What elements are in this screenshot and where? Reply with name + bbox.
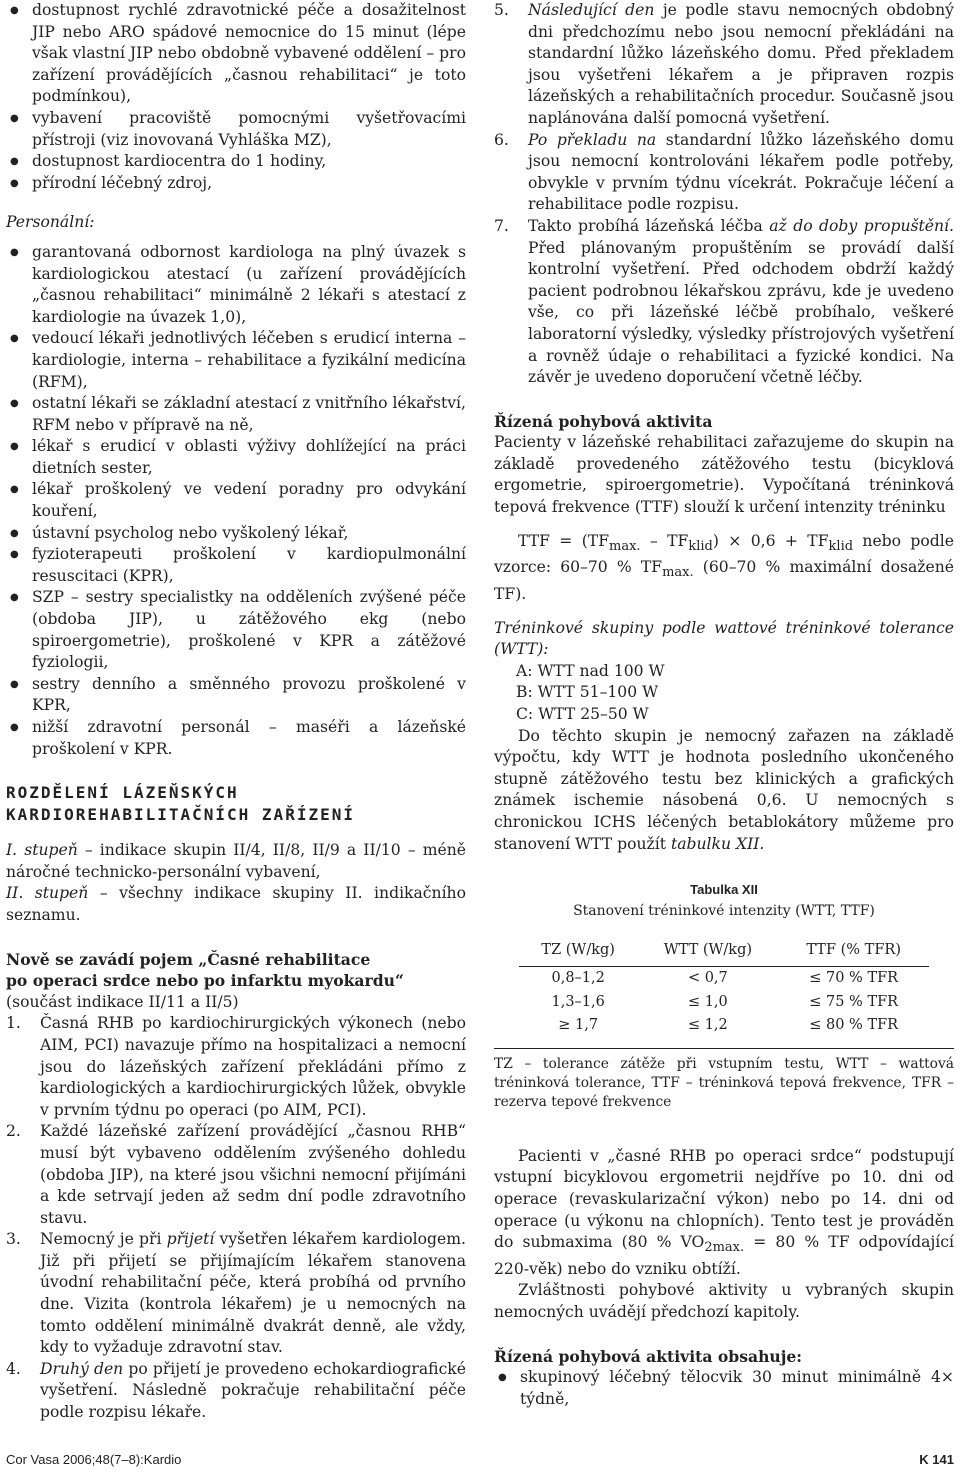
list-item <box>494 216 954 389</box>
item-text: standardní lůžko lázeňského domu jsou nemocní kontrolováni lékařem podle potřeby, obvykle v prvním týdnu vícekrát. Pokračuje léčení a rehabilitace podle rozpisu. <box>528 130 954 214</box>
list-item: ● nižší zdravotní personál – maséři a lázeňské proškolení v KPR. <box>6 717 466 760</box>
item-number: 2. <box>6 1122 21 1141</box>
item-number: 7. <box>494 216 509 235</box>
paragraph-text: Pacienti v „časné RHB po operaci srdce“ podstupují vstupní bicyklovou ergometrii nejdříve po 10. dni od operace (revaskularizační výkon) nebo po 14. dni od operace (u výkonu na chlopních). Tento test je prováděn do submaxima (80 % VO <box>494 1146 954 1252</box>
nove-heading <box>6 949 466 1014</box>
nove-heading-line-1: Nově se zavádí pojem „Časné rehabilitace <box>6 949 371 969</box>
list-item <box>494 130 954 216</box>
formula-sub: max. <box>662 565 694 581</box>
list-item: ● SZP – sestry specialistky na odděleních zvýšené péče (obdoba JIP), u zátěžového ekg (nebo spiroergometrie), proškolené v KPR a zátěžové fyziologii, <box>6 587 466 673</box>
groups-list <box>494 661 954 726</box>
item-number: 5. <box>494 1 509 19</box>
left-column <box>6 0 466 1424</box>
list-item: ● sestry denního a směnného provozu proškolené v KPR, <box>6 674 466 717</box>
journal-citation: Cor Vasa 2006;48(7–8):Kardio <box>6 1452 182 1467</box>
formula-text: – TF <box>640 531 689 550</box>
table-cell: 1,3–1,6 <box>551 993 605 1010</box>
paragraph-text: Do těchto skupin je nemocný zařazen na základě výpočtu, kdy WTT je hodnota posledního ukončeného stupně zátěžového testu bez klinických a grafických známek ischemie násobená 0,6. U nemocných s chronickou ICHS léčených betablokátory můžeme pro stanovení WTT použít <box>494 726 954 853</box>
stupen2-label: II. stupeň <box>6 884 89 903</box>
formula-text: nebo podle vzorce: 60–70 % TF <box>494 531 954 577</box>
training-intensity-table <box>519 936 929 1037</box>
personal-heading: Personální: <box>6 213 95 232</box>
item-text: Nemocný je při <box>40 1230 167 1249</box>
table-row <box>519 991 929 1015</box>
item-number: 3. <box>6 1230 21 1249</box>
item-text: vyšetřen lékařem kardiologem. Již při přijetí se přijímajícím lékařem stanovena úvodní rehabilitační péče, která probíhá od prvního dne. Vizita (kontrola lékařem) je u nemocných na tomto oddělení minimálně dvakrát denně, ale vždy, kdy to vyžaduje zdravotní stav. <box>40 1230 466 1357</box>
table-cell: ≤ 1,2 <box>687 1017 728 1034</box>
item-text-italic: Následující den <box>528 1 655 19</box>
paragraph-sub: 2max. <box>704 1240 745 1256</box>
list-item: ● dostupnost kardiocentra do 1 hodiny, <box>6 151 466 173</box>
obsahuje-list <box>494 1367 954 1410</box>
nove-subheading: (součást indikace II/11 a II/5) <box>6 992 239 1011</box>
item-number: 4. <box>6 1359 21 1378</box>
list-item: ● dostupnost rychlé zdravotnické péče a dosažitelnost JIP nebo ARO spádové nemocnice do 15 minut (lépe však vlastní JIP nebo obdobně vybavené oddělení – pro zařízení provádějících „časnou rehabilitaci“ je toto podmínkou), <box>6 0 466 108</box>
item-text-italic: přijetí <box>166 1230 215 1249</box>
paragraph-text: = 80 % TF odpovídající 220-věk) nebo do vzniku obtíží. <box>494 1233 954 1278</box>
formula-sub: klid <box>828 538 854 554</box>
section-heading-line-1: ROZDĚLENÍ LÁZEŇSKÝCH <box>6 783 239 803</box>
pacienti-paragraph <box>494 1146 954 1281</box>
page-number: K 141 <box>919 1452 954 1467</box>
item-number: 1. <box>6 1014 21 1033</box>
section-heading-line-2: KARDIOREHABILITAČNÍCH ZAŘÍZENÍ <box>6 805 355 825</box>
table-header: WTT (W/kg) <box>663 942 753 959</box>
nove-heading-line-2: po operaci srdce nebo po infarktu myokardu“ <box>6 971 404 991</box>
list-item: ● garantovaná odbornost kardiologa na plný úvazek s kardiologickou atestací (u zařízení provádějících „časnou rehabilitaci“ minimálně 2 lékaři s atestací z kardiologie na úvazek 1,0), <box>6 242 466 328</box>
zvlastnosti-paragraph: Zvláštnosti pohybové aktivity u vybraných skupin nemocných uvádějí předchozí kapitoly. <box>494 1281 954 1322</box>
early-rhb-steps <box>6 1013 466 1423</box>
table-caption: Stanovení tréninkové intenzity (WTT, TTF) <box>573 902 875 919</box>
list-item: ● přírodní léčebný zdroj, <box>6 173 466 195</box>
right-column <box>494 0 954 1410</box>
list-item: ● lékař proškolený ve vedení poradny pro odvykání kouření, <box>6 479 466 522</box>
group-item: A: WTT nad 100 W <box>516 661 665 680</box>
item-text: po přijetí je provedeno echokardiografické vyšetření. Následně pokračuje rehabilitační péče podle rozpisu lékaře. <box>40 1359 466 1422</box>
list-item: ● vedoucí lékaři jednotlivých léčeben s erudicí interna – kardiologie, interna – rehabilitace a fyzikální medicína (RFM), <box>6 328 466 393</box>
table-row <box>519 1014 929 1038</box>
table-header-row <box>519 936 929 966</box>
section-heading <box>6 782 466 826</box>
rizena-heading: Řízená pohybová aktivita <box>494 411 713 431</box>
do-paragraph <box>494 726 954 856</box>
table-header: TZ (W/kg) <box>541 942 615 959</box>
formula-text: ) × 0,6 + TF <box>712 531 829 550</box>
obsahuje-heading: Řízená pohybová aktivita obsahuje: <box>494 1346 803 1366</box>
table-cell: < 0,7 <box>687 969 728 986</box>
table-row <box>519 966 929 990</box>
list-item <box>6 1359 466 1424</box>
table-block <box>494 879 954 1112</box>
list-item: ● ústavní psycholog nebo vyškolený lékař, <box>6 523 466 545</box>
item-text: Takto probíhá lázeňská léčba <box>528 216 770 235</box>
ttf-formula <box>494 531 954 606</box>
list-item: ● lékař s erudicí v oblasti výživy dohlížející na práci dietních sester, <box>6 436 466 479</box>
stupen1-label: I. stupeň <box>6 841 78 860</box>
personal-list <box>6 242 466 760</box>
list-item <box>6 1229 466 1359</box>
item-text: Časná RHB po kardiochirurgických výkonech (nebo AIM, PCI) navazuje přímo na hospitalizaci a nemocní jsou do lázeňských zařízení překládáni přímo z kardiologických a kardiochirurgických lůžek, obvykle v prvním týdnu po operaci (po AIM, PCI). <box>40 1014 466 1119</box>
list-item: ● ostatní lékaři se základní atestací z vnitřního lékařství, RFM nebo v přípravě na ně, <box>6 393 466 436</box>
table-cell: ≤ 70 % TFR <box>809 969 899 986</box>
table-cell: ≤ 80 % TFR <box>809 1017 899 1034</box>
skupiny-heading: Tréninkové skupiny podle wattové tréninkové tolerance (WTT): <box>494 618 954 659</box>
formula-text: TTF = (TF <box>518 531 610 550</box>
item-text-italic: Po překladu na <box>528 130 657 149</box>
item-text: Před plánovaným propuštěním se provádí další kontrolní vyšetření. Před odchodem obdrží každý pacient podrobnou lékařskou zprávu, kde je uvedeno vše, co při lázeňské léčbě probíhalo, veškeré laboratorní výsledky, výsledky přístrojových vyšetření a rovněž údaje o rehabilitaci a fyzické kondici. Na závěr je uvedeno doporučení včetně léčby. <box>528 238 954 387</box>
paragraph-text-italic: tabulku XII. <box>670 834 765 853</box>
list-item <box>494 0 954 130</box>
list-item: ● fyzioterapeuti proškolení v kardiopulmonální resuscitaci (KPR), <box>6 544 466 587</box>
list-item: ● vybavení pracoviště pomocnými vyšetřovacími přístroji (viz inovovaná Vyhláška MZ), <box>6 108 466 151</box>
early-rhb-steps-cont <box>494 0 954 389</box>
table-header: TTF (% TFR) <box>806 942 901 959</box>
formula-sub: max. <box>609 538 641 554</box>
item-number: 6. <box>494 130 509 149</box>
item-text: je podle stavu nemocných obdobný dni předchozímu nebo jsou nemocní překládáni na standardní lůžko lázeňského domu. Před překladem jsou vyšetřeni lékařem a je připraven rozpis lázeňských a rehabilitačních procedur. Současně jsou naplánována další pomocná vyšetření. <box>528 1 954 127</box>
table-title: Tabulka XII <box>690 882 758 898</box>
item-text-italic: až do doby propuštění. <box>769 216 954 235</box>
item-text: Každé lázeňské zařízení provádějící „časnou RHB“ musí být vybaveno oddělením zvýšeného dohledu (obdoba JIP), na které jsou všichni nemocní přijímáni a kde setrvají jeden až sedm dní podle zdravotního stavu. <box>40 1122 466 1227</box>
stupen2-text: – všechny indikace skupiny II. indikačního seznamu. <box>6 884 466 924</box>
formula-sub: klid <box>688 538 713 554</box>
table-cell: ≤ 75 % TFR <box>809 993 899 1010</box>
table-note: TZ – tolerance zátěže při vstupním testu, WTT – wattová tréninková tolerance, TTF – tréninková tepová frekvence, TFR – rezerva tepové frekvence <box>494 1048 954 1112</box>
table-cell: 0,8–1,2 <box>551 969 605 986</box>
rizena-paragraph: Pacienty v lázeňské rehabilitaci zařazujeme do skupin na základě provedeného zátěžového testu (bicyklová ergometrie, spiroergometrie). Vypočítaná tréninková tepová frekvence (TTF) slouží k určení intenzity tréninku <box>494 433 954 517</box>
group-item: C: WTT 25–50 W <box>516 705 649 724</box>
equipment-list <box>6 0 466 194</box>
stupen1-text: – indikace skupin II/4, II/8, II/9 a II/10 – méně náročné technicko-personální vybavení, <box>6 841 467 881</box>
table-cell: ≤ 1,0 <box>687 993 728 1010</box>
item-text-italic: Druhý den <box>40 1359 124 1378</box>
group-item: B: WTT 51–100 W <box>516 683 659 702</box>
list-item <box>6 1121 466 1229</box>
formula-text: (60–70 % maximální dosažené TF). <box>494 558 954 604</box>
list-item: ● skupinový léčebný tělocvik 30 minut minimálně 4× týdně, <box>494 1367 954 1410</box>
stupen-paragraph <box>6 840 466 926</box>
list-item <box>6 1013 466 1121</box>
table-cell: ≥ 1,7 <box>558 1017 599 1034</box>
